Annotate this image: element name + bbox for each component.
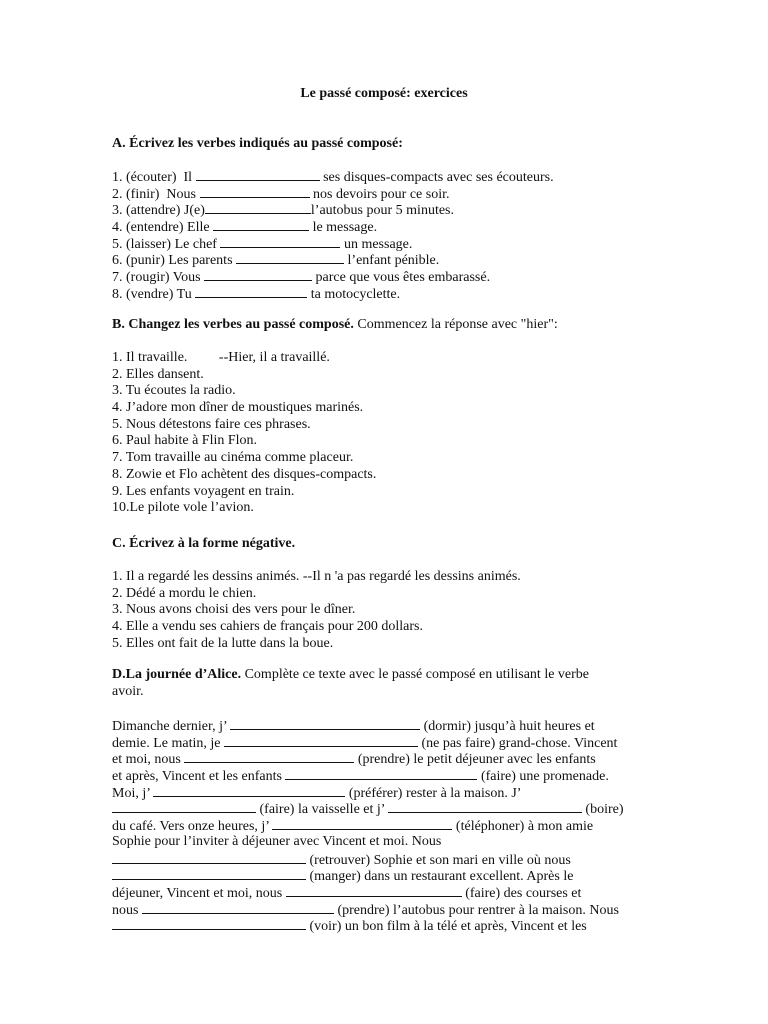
answer-blank xyxy=(204,268,312,281)
text-line: déjeuner, Vincent et moi, nous (faire) des courses et xyxy=(112,885,582,901)
list-item: 8. Zowie et Flo achètent des disques-compacts. xyxy=(112,466,377,482)
answer-blank xyxy=(112,917,306,930)
text-line: Dimanche dernier, j’ (dormir) jusqu’à huit heures et xyxy=(112,719,595,734)
text-line: Moi, j’ (préférer) rester à la maison. J’ xyxy=(112,785,522,801)
text-line: (voir) un bon film à la télé et après, Vincent et les xyxy=(112,917,652,934)
list-item: 1. Il a regardé les dessins animés. --Il n 'a pas regardé les dessins animés. xyxy=(112,569,521,584)
answer-blank xyxy=(286,884,462,897)
list-item: 2. Elles dansent. xyxy=(112,366,204,382)
answer-blank xyxy=(112,851,306,864)
list-item: 6. Paul habite à Flin Flon. xyxy=(112,433,258,449)
answer-blank xyxy=(184,750,354,763)
list-item: 9. Les enfants voyagent en train. xyxy=(112,483,295,499)
list-item: 2. Dédé a mordu le chien. xyxy=(112,585,257,601)
answer-blank xyxy=(112,867,306,880)
answer-blank xyxy=(196,168,320,181)
answer-blank xyxy=(224,734,418,747)
list-item: 4. J’adore mon dîner de moustiques marinés. xyxy=(112,400,364,416)
list-item: 2. (finir) Nous nos devoirs pour ce soir. xyxy=(112,186,450,202)
list-item: 7. (rougir) Vous parce que vous êtes embarassé. xyxy=(112,270,491,286)
answer-blank xyxy=(195,285,307,298)
list-item: 3. Tu écoutes la radio. xyxy=(112,383,236,399)
list-item: 5. (laisser) Le chef un message. xyxy=(112,236,413,252)
section-d-text xyxy=(112,717,652,934)
list-item: 4. Elle a vendu ses cahiers de français pour 200 dollars. xyxy=(112,619,424,635)
answer-blank xyxy=(236,251,344,264)
answer-blank xyxy=(220,235,340,248)
answer-blank xyxy=(213,218,309,231)
answer-blank xyxy=(388,800,582,813)
section-b-heading: B. Changez les verbes au passé composé. Commencez la réponse avec "hier": xyxy=(112,317,558,332)
list-item: 1. Il travaille. --Hier, il a travaillé. xyxy=(112,350,330,365)
section-c-heading: C. Écrivez à la forme négative. xyxy=(112,536,296,551)
answer-blank xyxy=(285,767,477,780)
section-d-heading: D.La journée d’Alice. Complète ce texte avec le passé composé en utilisant le verbe avoir. xyxy=(112,667,590,699)
list-item: 6. (punir) Les parents l’enfant pénible. xyxy=(112,253,440,269)
section-b-list xyxy=(112,350,376,517)
section-a-list xyxy=(112,168,554,302)
section-a-heading: A. Écrivez les verbes indiqués au passé composé: xyxy=(112,136,403,151)
answer-blank xyxy=(230,717,420,730)
answer-blank xyxy=(112,800,256,813)
list-item: 8. (vendre) Tu ta motocyclette. xyxy=(112,286,401,302)
text-line: (manger) dans un restaurant excellent. Après le xyxy=(112,867,652,884)
text-line: (retrouver) Sophie et son mari en ville où nous xyxy=(112,851,652,868)
list-item: 10.Le pilote vole l’avion. xyxy=(112,500,254,516)
text-line: et moi, nous (prendre) le petit déjeuner avec les enfants xyxy=(112,752,596,768)
text-line: Sophie pour l’inviter à déjeuner avec Vincent et moi. Nous xyxy=(112,833,442,849)
list-item: 5. Nous détestons faire ces phrases. xyxy=(112,416,311,432)
text-line: (faire) la vaisselle et j’ (boire) xyxy=(112,800,652,817)
section-c-list xyxy=(112,569,521,652)
list-item: 5. Elles ont fait de la lutte dans la boue. xyxy=(112,635,334,651)
answer-blank xyxy=(272,817,452,830)
text-line: et après, Vincent et les enfants (faire) une promenade. xyxy=(112,769,609,785)
list-item: 3. (attendre) J(e) l’autobus pour 5 minutes. xyxy=(112,203,455,219)
text-line: nous (prendre) l’autobus pour rentrer à la maison. Nous xyxy=(112,902,619,918)
list-item: 1. (écouter) Il ses disques-compacts avec ses écouteurs. xyxy=(112,170,554,185)
answer-blank xyxy=(205,201,311,214)
list-item: 4. (entendre) Elle le message. xyxy=(112,220,378,236)
text-line: du café. Vers onze heures, j’ (téléphoner) à mon amie xyxy=(112,819,594,835)
list-item: 7. Tom travaille au cinéma comme placeur. xyxy=(112,450,354,466)
answer-blank xyxy=(142,901,334,914)
text-line: demie. Le matin, je (ne pas faire) grand-chose. Vincent xyxy=(112,735,618,751)
answer-blank xyxy=(153,784,345,797)
answer-blank xyxy=(200,185,310,198)
list-item: 3. Nous avons choisi des vers pour le dîner. xyxy=(112,602,356,618)
page-title: Le passé composé: exercices xyxy=(300,86,468,101)
